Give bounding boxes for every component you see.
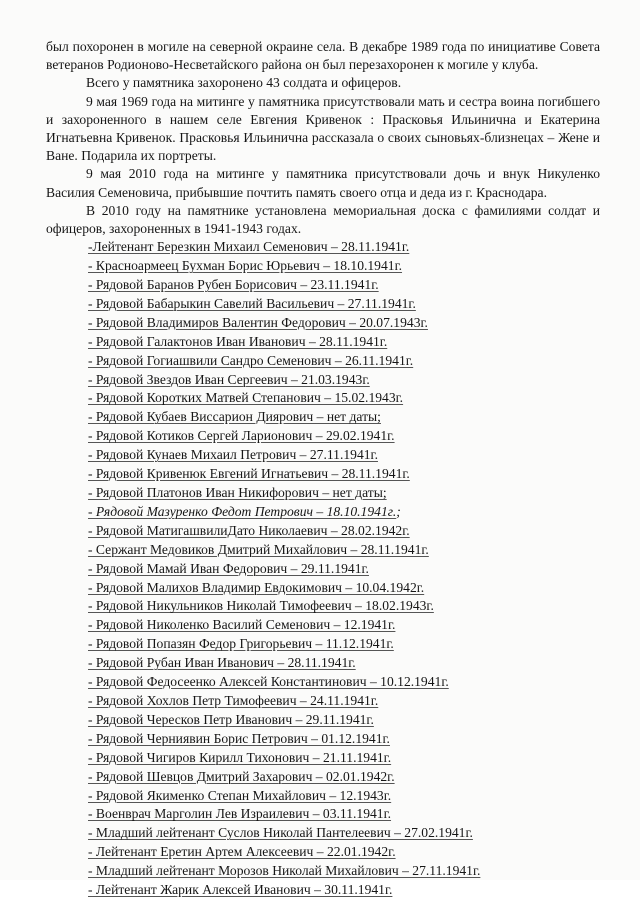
paragraph-2010-rally: 9 мая 2010 года на митинге у памятника присутствовали дочь и внук Никуленко Василия Семеновича, прибывшие почтить память своего отца и деда из г. Краснодара. (46, 166, 600, 200)
soldier-entry-text: - Рядовой Бабарыкин Савелий Васильевич – 27.11.1941г. (88, 295, 416, 311)
soldier-entry-text: - Красноармеец Бухман Борис Юрьевич – 18.10.1941г. (88, 258, 403, 274)
list-item (88, 843, 600, 862)
list-item (88, 616, 600, 635)
soldier-entry-text: - Рядовой Федосеенко Алексей Константинович – 10.12.1941г. (88, 674, 449, 690)
soldier-entry-text: -Лейтенант Березкин Михаил Семенович – 28.11.1941г. (88, 239, 410, 255)
soldier-entry-text: - Рядовой Черниявин Борис Петрович – 01.12.1941г. (88, 730, 390, 746)
list-item (88, 635, 600, 654)
list-item (88, 389, 600, 408)
list-item (88, 541, 600, 560)
list-item (88, 597, 600, 616)
list-item (88, 805, 600, 824)
list-item (88, 314, 600, 333)
soldier-entry-text: - Военврач Марголин Лев Израилевич – 03.11.1941г. (88, 806, 392, 822)
soldier-entry-text: - Рядовой Шевцов Дмитрий Захарович – 02.01.1942г. (88, 768, 395, 784)
soldier-entry-text: - Рядовой Владимиров Валентин Федорович – 20.07.1943г. (88, 314, 428, 330)
soldier-entry-text: - Рядовой Рубан Иван Иванович – 28.11.1941г. (88, 655, 356, 671)
list-item (88, 560, 600, 579)
list-item (88, 749, 600, 768)
list-item (88, 654, 600, 673)
paragraph-total-buried: Всего у памятника захоронено 43 солдата и офицеров. (86, 75, 402, 91)
soldier-entry-text: - Рядовой Гогиашвили Сандро Семенович – 26.11.1941г. (88, 352, 414, 368)
list-item (88, 579, 600, 598)
buried-soldiers-list (46, 238, 600, 900)
soldier-entry-suffix: ; (396, 503, 401, 519)
soldier-entry-text: - Рядовой Баранов Рубен Борисович – 23.11.1941г. (88, 277, 379, 293)
list-item (88, 427, 600, 446)
list-item (88, 484, 600, 503)
list-item (88, 787, 600, 806)
soldier-entry-text: - Рядовой Николенко Василий Семенович – 12.1941г. (88, 617, 396, 633)
soldier-entry-text: - Рядовой Малихов Владимир Евдокимович – 10.04.1942г. (88, 579, 425, 595)
soldier-entry-text: - Рядовой Кунаев Михаил Петрович – 27.11.1941г. (88, 447, 378, 463)
list-item (88, 465, 600, 484)
list-item (88, 673, 600, 692)
paragraph-memorial-plaque: В 2010 году на памятнике установлена мемориальная доска с фамилиями солдат и офицеров, захороненных в 1941-1943 годах. (46, 202, 600, 237)
soldier-entry-text: - Рядовой Хохлов Петр Тимофеевич – 24.11.1941г. (88, 692, 379, 708)
list-item (88, 333, 600, 352)
soldier-entry-text: - Рядовой Кубаев Виссарион Диярович – нет даты; (88, 409, 381, 425)
soldier-entry-text: - Рядовой Коротких Матвей Степанович – 15.02.1943г. (88, 390, 404, 406)
list-item (88, 238, 600, 257)
list-item (88, 711, 600, 730)
list-item (88, 371, 600, 390)
soldier-entry-text: - Рядовой Галактонов Иван Иванович – 28.11.1941г. (88, 333, 388, 349)
soldier-entry-text: - Лейтенант Еретин Артем Алексеевич – 22.01.1942г. (88, 844, 396, 860)
soldier-entry-text: - Рядовой Платонов Иван Никифорович – нет даты; (88, 485, 387, 501)
list-item (88, 824, 600, 843)
list-item (88, 503, 600, 522)
list-item (88, 768, 600, 787)
soldier-entry-text: - Рядовой Никульников Николай Тимофеевич – 18.02.1943г. (88, 598, 434, 614)
soldier-entry-text: - Сержант Медовиков Дмитрий Михайлович – 28.11.1941г. (88, 541, 429, 557)
list-item (88, 352, 600, 371)
soldier-entry-text: - Лейтенант Жарик Алексей Иванович – 30.11.1941г. (88, 882, 393, 898)
list-item (88, 692, 600, 711)
soldier-entry-text: - Рядовой Звездов Иван Сергеевич – 21.03.1943г. (88, 371, 370, 387)
paragraph-reburial: был похоронен в могиле на северной окраине села. В декабре 1989 года по инициативе Совета ветеранов Родионово-Несветайского района он был перезахоронен к могиле у клуба. (46, 39, 600, 73)
soldier-entry-text: - Рядовой Мазуренко Федот Петрович – 18.10.1941г. (88, 503, 397, 519)
list-item (88, 862, 600, 881)
soldier-entry-text: - Рядовой МатигашвилиДато Николаевич – 28.02.1942г. (88, 522, 410, 538)
list-item (88, 446, 600, 465)
soldier-entry-text: - Младший лейтенант Суслов Николай Пантелеевич – 27.02.1941г. (88, 825, 473, 841)
soldier-entry-text: - Рядовой Кривенюк Евгений Игнатьевич – 28.11.1941г. (88, 466, 410, 482)
list-item (88, 881, 600, 900)
soldier-entry-text: - Рядовой Мамай Иван Федорович – 29.11.1941г. (88, 560, 369, 576)
list-item (88, 522, 600, 541)
list-item (88, 257, 600, 276)
paragraph-1969-rally: 9 мая 1969 года на митинге у памятника присутствовали мать и сестра воина погибшего и захороненного в нашем селе Евгения Кривенок : Прасковья Ильинична и Екатерина Игнатьевна Кривенок. Прасковья Ильинична рассказала о своих сыновьях-близнецах – Жене и Ване. Подарила их портреты. (46, 93, 600, 164)
soldier-entry-text: - Младший лейтенант Морозов Николай Михайлович – 27.11.1941г. (88, 863, 481, 879)
soldier-entry-text: - Рядовой Чигиров Кирилл Тихонович – 21.11.1941г. (88, 749, 392, 765)
list-item (88, 276, 600, 295)
list-item (88, 730, 600, 749)
soldier-entry-text: - Рядовой Якименко Степан Михайлович – 12.1943г. (88, 787, 392, 803)
list-item (88, 408, 600, 427)
soldier-entry-text: - Рядовой Попазян Федор Григорьевич – 11.12.1941г. (88, 636, 394, 652)
list-item (88, 295, 600, 314)
soldier-entry-text: - Рядовой Чересков Петр Иванович – 29.11.1941г. (88, 711, 374, 727)
soldier-entry-text: - Рядовой Котиков Сергей Ларионович – 29.02.1941г. (88, 428, 395, 444)
